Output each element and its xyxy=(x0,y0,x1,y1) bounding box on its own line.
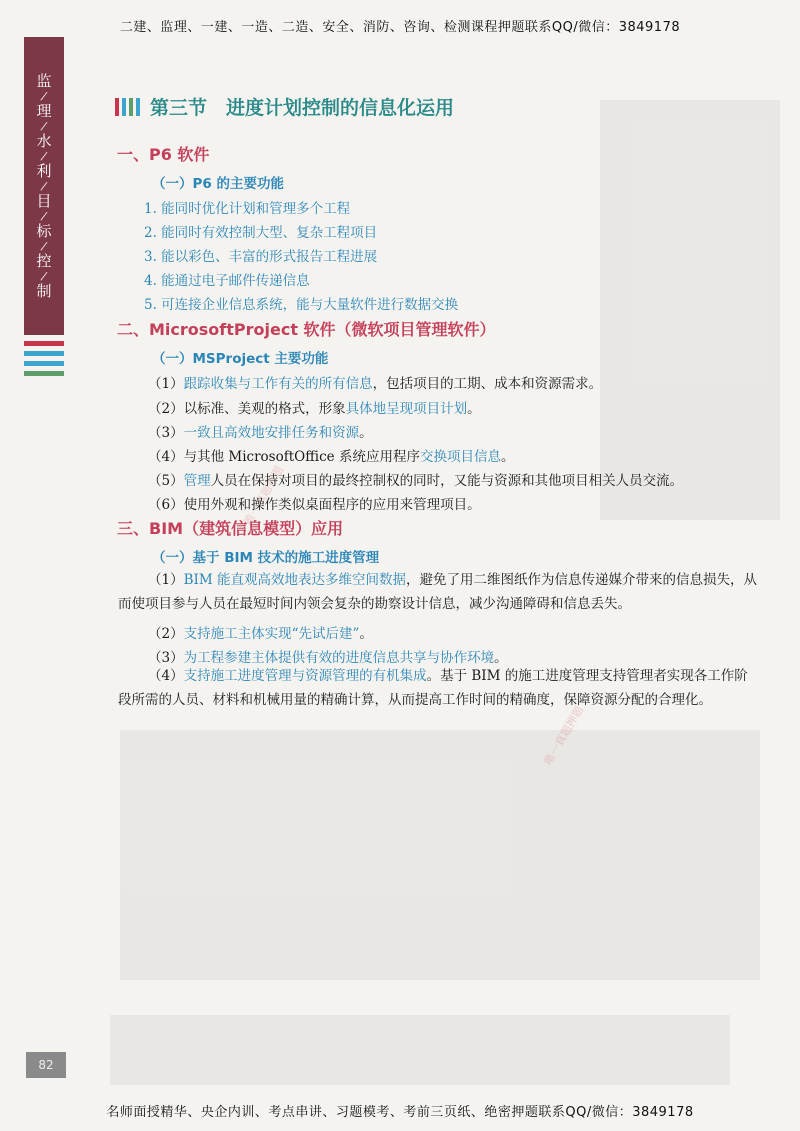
show-through-shadow xyxy=(600,100,780,520)
watermark: 唯一真题押题 xyxy=(241,463,286,528)
side-tab-separator: / xyxy=(39,88,49,104)
decorative-stripes xyxy=(24,341,64,381)
section-bars-icon xyxy=(115,98,140,116)
list-item: （6）使用外观和操作类似桌面程序的应用来管理项目。 xyxy=(148,497,481,513)
list-item: 3. 能以彩色、丰富的形式报告工程进展 xyxy=(144,249,378,265)
paragraph: （1）BIM 能直观高效地表达多维空间数据，避免了用二维图纸作为信息传递媒介带来的信息损失，从而使项目参与人员在最短时间内领会复杂的勘察设计信息，减少沟通障碍和信息丢失。 xyxy=(118,572,757,612)
heading-msproject: 二、MicrosoftProject 软件（微软项目管理软件） xyxy=(117,320,496,339)
side-tab-char: 目 xyxy=(36,192,52,210)
watermark: 唯一真题押题 xyxy=(541,703,586,768)
heading-p6: 一、P6 软件 xyxy=(117,145,210,164)
show-through-shadow xyxy=(110,1015,730,1085)
subheading-msproject-functions: （一）MSProject 主要功能 xyxy=(152,351,329,367)
side-tab-separator: / xyxy=(39,178,49,194)
heading-bim: 三、BIM（建筑信息模型）应用 xyxy=(117,519,344,538)
show-through-shadow xyxy=(120,730,760,980)
list-item: （3）为工程参建主体提供有效的进度信息共享与协作环境。 xyxy=(148,650,508,666)
list-item: （4）与其他 MicrosoftOffice 系统应用程序交换项目信息。 xyxy=(148,449,515,465)
header-banner: 二建、监理、一建、一造、二造、安全、消防、咨询、检测课程押题联系QQ/微信：3849178 xyxy=(119,20,681,35)
page-number: 82 xyxy=(26,1052,66,1078)
side-tab-char: 利 xyxy=(36,162,52,180)
paragraph: （4）支持施工进度管理与资源管理的有机集成。基于 BIM 的施工进度管理支持管理者实现各工作阶段所需的人员、材料和机械用量的精确计算，从而提高工作时间的精确度，保障资源分配的合理化。 xyxy=(118,668,748,708)
footer-banner: 名师面授精华、央企内训、考点串讲、习题模考、考前三页纸、绝密押题联系QQ/微信：3849178 xyxy=(106,1105,694,1120)
side-tab-char: 标 xyxy=(36,222,52,240)
section-title-text: 第三节 进度计划控制的信息化运用 xyxy=(150,97,455,119)
side-tab-char: 水 xyxy=(36,132,52,150)
side-tab-separator: / xyxy=(39,238,49,254)
subheading-bim-schedule: （一）基于 BIM 技术的施工进度管理 xyxy=(152,550,380,566)
side-tab-separator: / xyxy=(39,208,49,224)
side-tab-char: 制 xyxy=(36,282,52,300)
list-item: 4. 能通过电子邮件传递信息 xyxy=(144,273,310,289)
list-item: （1）跟踪收集与工作有关的所有信息，包括项目的工期、成本和资源需求。 xyxy=(148,376,603,392)
section-title xyxy=(115,93,454,120)
side-tab-char: 控 xyxy=(36,252,52,270)
list-item: 1. 能同时优化计划和管理多个工程 xyxy=(144,201,351,217)
list-item: （5）管理人员在保持对项目的最终控制权的同时，又能与资源和其他项目相关人员交流。 xyxy=(148,473,684,489)
list-item: （3）一致且高效地安排任务和资源。 xyxy=(148,425,373,441)
side-tab-separator: / xyxy=(39,268,49,284)
side-tab-char: 监 xyxy=(36,72,52,90)
side-tab-separator: / xyxy=(39,148,49,164)
side-tab-separator: / xyxy=(39,118,49,134)
list-item: 5. 可连接企业信息系统，能与大量软件进行数据交换 xyxy=(144,297,459,313)
list-item: （2）以标准、美观的格式，形象具体地呈现项目计划。 xyxy=(148,401,481,417)
subheading-p6-functions: （一）P6 的主要功能 xyxy=(152,176,284,192)
side-tab xyxy=(24,37,64,335)
side-tab-char: 理 xyxy=(36,102,52,120)
list-item: 2. 能同时有效控制大型、复杂工程项目 xyxy=(144,225,378,241)
list-item: （2）支持施工主体实现“先试后建”。 xyxy=(148,626,373,642)
